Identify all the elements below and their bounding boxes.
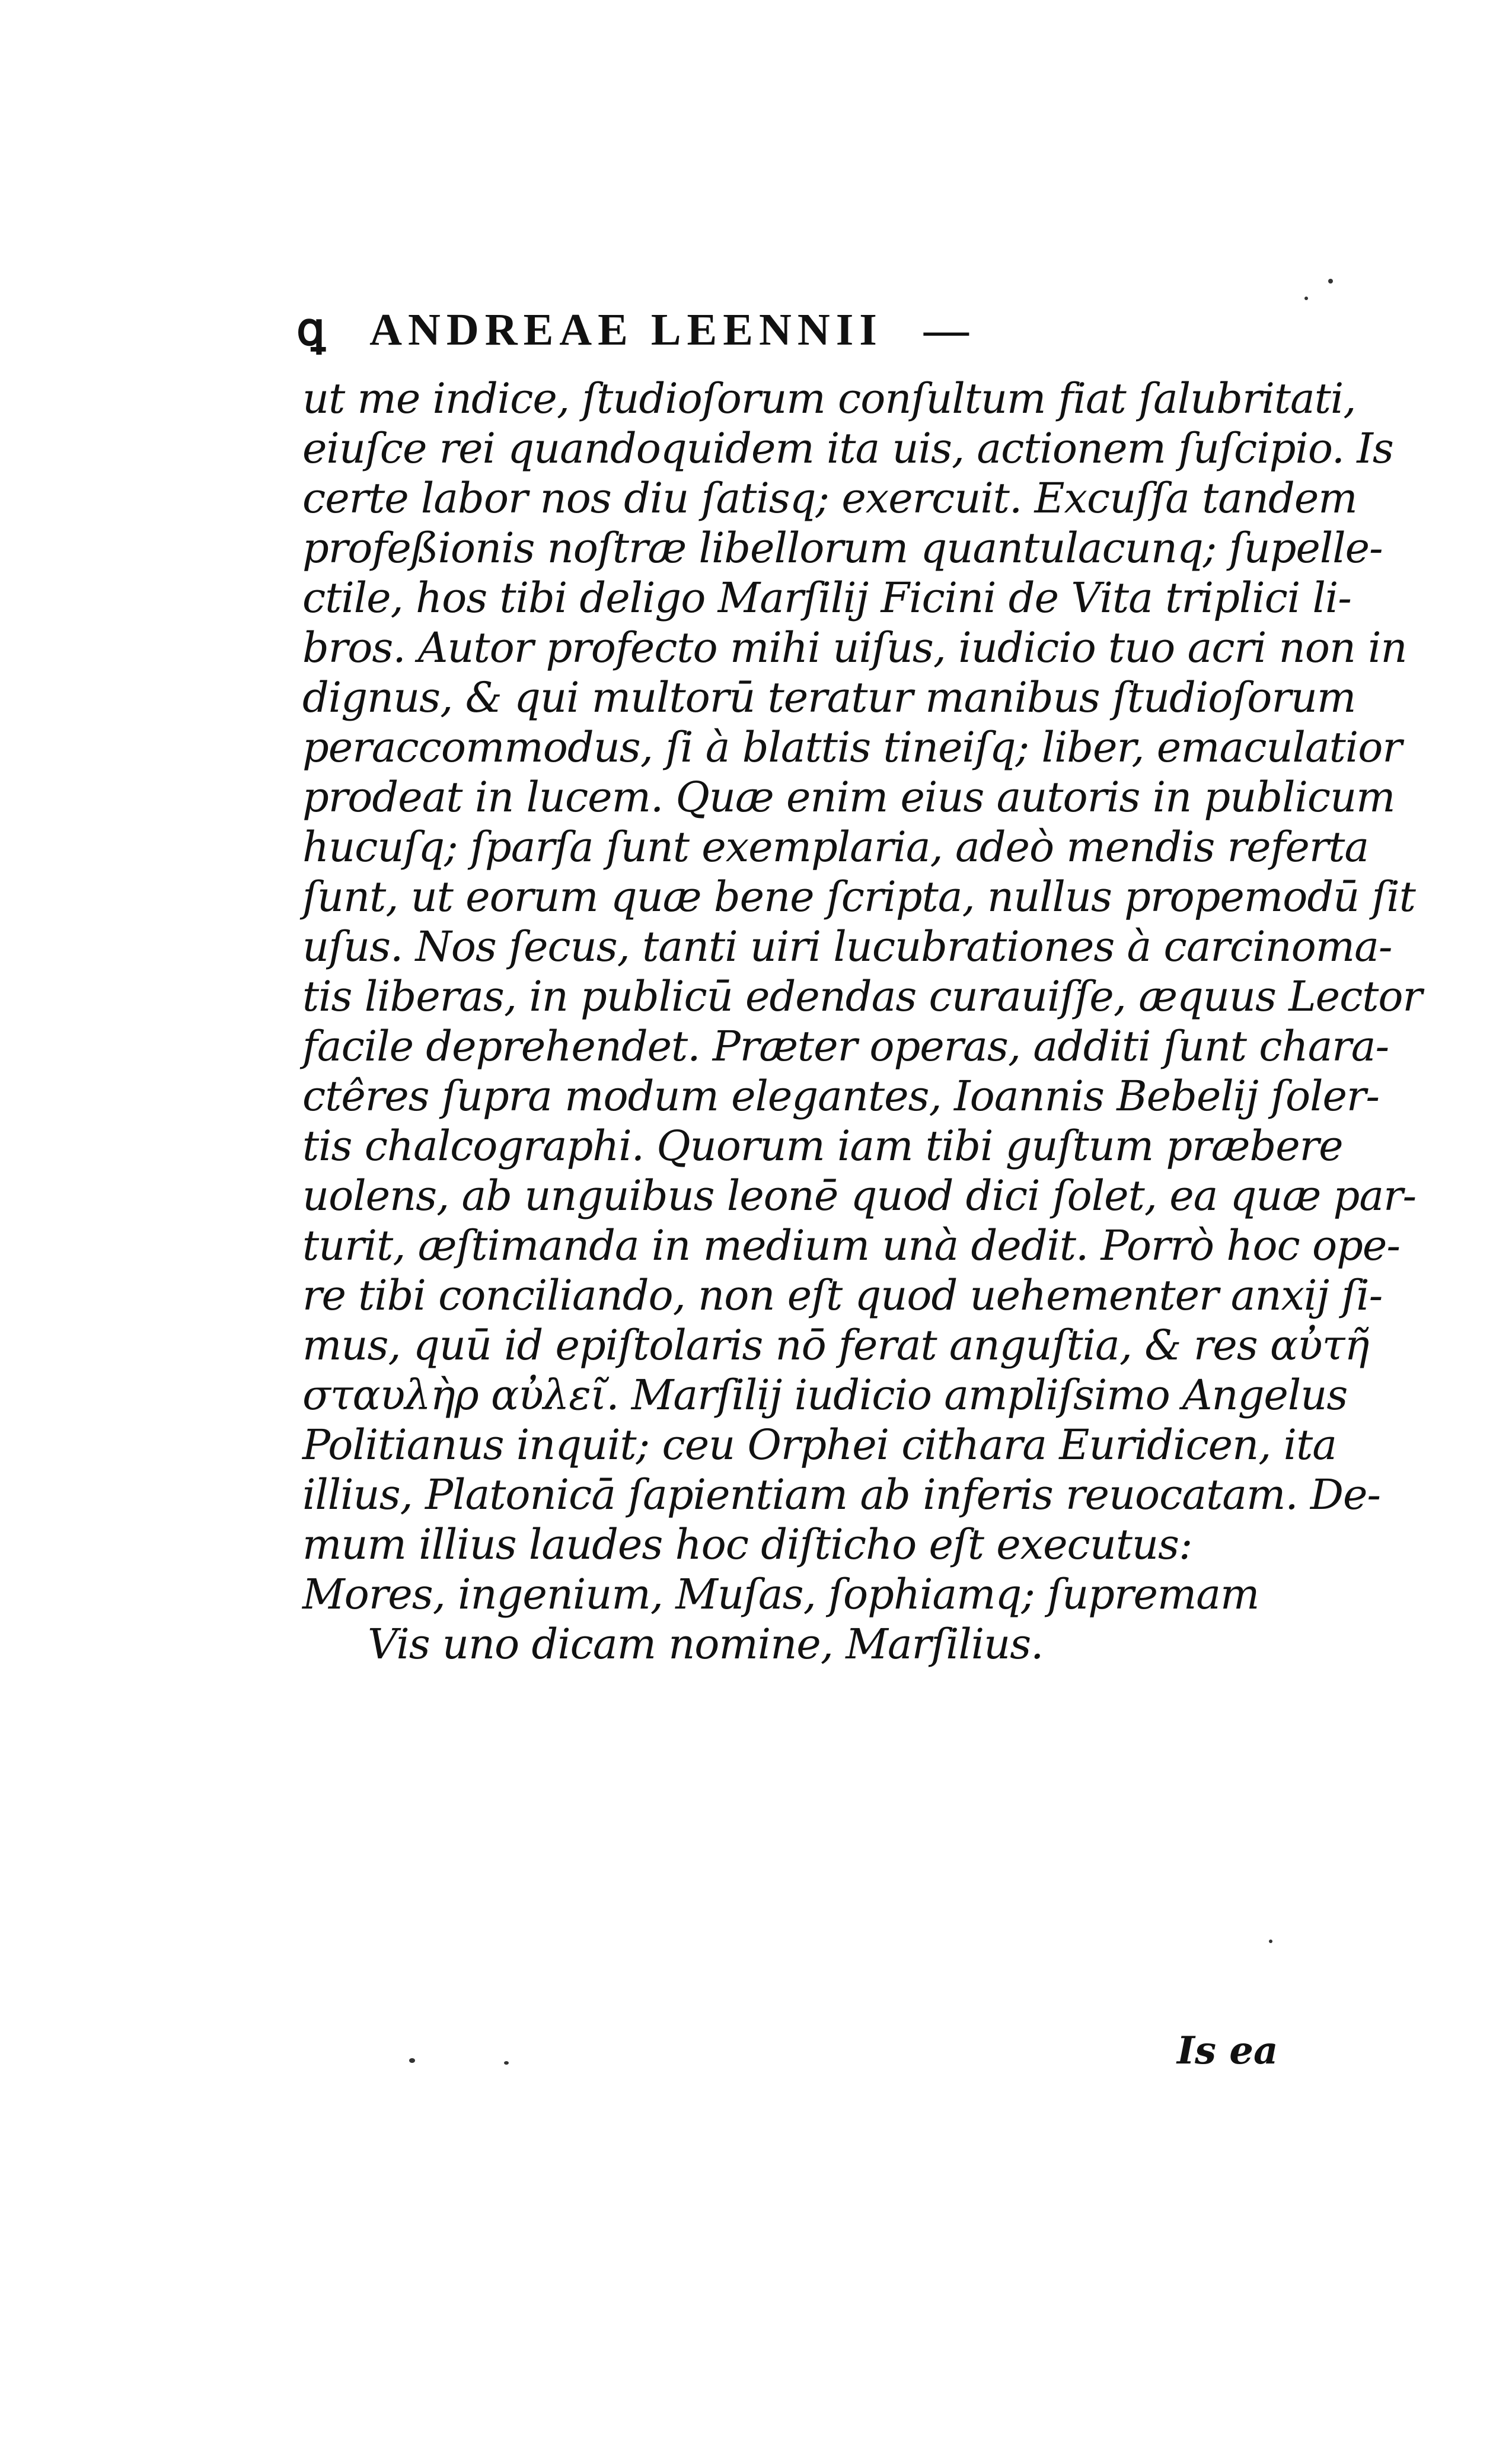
text-line-23: illius, Platonicā ſapientiam ab inferis reuocatam. De-: [302, 1470, 1381, 1519]
text-block: [302, 374, 1422, 1669]
text-line-7: dignus, & qui multorū teratur manibus ſtudioſorum: [302, 673, 1356, 722]
running-head-title: ANDREAE LEENNII: [369, 305, 883, 355]
text-line-12: uſus. Nos ſecus, tanti uiri lucubrationes à carcinoma-: [302, 922, 1392, 971]
running-head: [296, 302, 1275, 356]
text-line-24: mum illius laudes hoc diſticho eſt executus:: [302, 1520, 1192, 1569]
ink-speck: [504, 2061, 509, 2065]
text-line-14: facile deprehendet. Præter operas, additi ſunt chara-: [302, 1022, 1389, 1071]
text-line-1: ut me indice, ſtudioſorum conſultum fiat ſalubritati,: [302, 374, 1356, 423]
text-line-21: σταυλὴρ αὐλεῖ. Marſilij iudicio ampliſsimo Angelus: [302, 1371, 1348, 1419]
text-line-22: Politianus inquit; ceu Orphei cithara Euridicen, ita: [302, 1421, 1336, 1469]
text-line-16: tis chalcographi. Quorum iam tibi guſtum præbere: [302, 1122, 1343, 1170]
ink-speck: [1328, 279, 1333, 284]
text-line-17: uolens, ab unguibus leonē quod dici ſolet, ea quæ par-: [302, 1171, 1417, 1220]
text-line-9: prodeat in lucem. Quæ enim eius autoris in publicum: [302, 773, 1395, 821]
text-line-10: hucuſq; ſparſa ſunt exemplaria, adeò mendis referta: [302, 823, 1369, 871]
text-line-5: ctile, hos tibi deligo Marſilij Ficini de Vita triplici li-: [302, 574, 1351, 622]
text-line-11: ſunt, ut eorum quæ bene ſcripta, nullus propemodū ſit: [302, 872, 1415, 921]
text-line-15: ctêres ſupra modum elegantes, Ioannis Bebelij ſoler-: [302, 1072, 1380, 1120]
text-line-18: turit, æſtimanda in medium unà dedit. Porrò hoc ope-: [302, 1221, 1400, 1270]
ink-speck: [1269, 1940, 1272, 1943]
ink-speck: [1304, 297, 1308, 300]
running-head-left-mark: ꝗ: [296, 305, 331, 355]
text-line-20: mus, quū id epiſtolaris nō ferat anguſtia, & res αὐτῆ: [302, 1321, 1369, 1370]
text-line-13: tis liberas, in publicū edendas curauiſſe, æquus Lector: [302, 972, 1422, 1021]
text-line-8: peraccommodus, ſi à blattis tineiſq; liber, emaculatior: [302, 723, 1402, 772]
text-line-6: bros. Autor profecto mihi uiſus, iudicio tuo acri non in: [302, 623, 1407, 672]
text-line-19: re tibi conciliando, non eſt quod uehementer anxij ſi-: [302, 1271, 1383, 1320]
text-line-4: profeßionis noſtræ libellorum quantulacunq; ſupelle-: [302, 524, 1383, 572]
text-line-2: eiuſce rei quandoquidem ita uis, actionem ſuſcipio. Is: [302, 424, 1393, 473]
ink-speck: [409, 2058, 415, 2063]
text-line-3: certe labor nos diu ſatisq; exercuit. Excuſſa tandem: [302, 474, 1357, 523]
verse-line-1: Mores, ingenium, Muſas, ſophiamq; ſupremam: [302, 1570, 1259, 1619]
catchword: Is ea: [1177, 2029, 1278, 2073]
verse-line-2: Vis uno dicam nomine, Marſilius.: [368, 1620, 1044, 1668]
running-head-right-mark: —: [923, 305, 969, 355]
